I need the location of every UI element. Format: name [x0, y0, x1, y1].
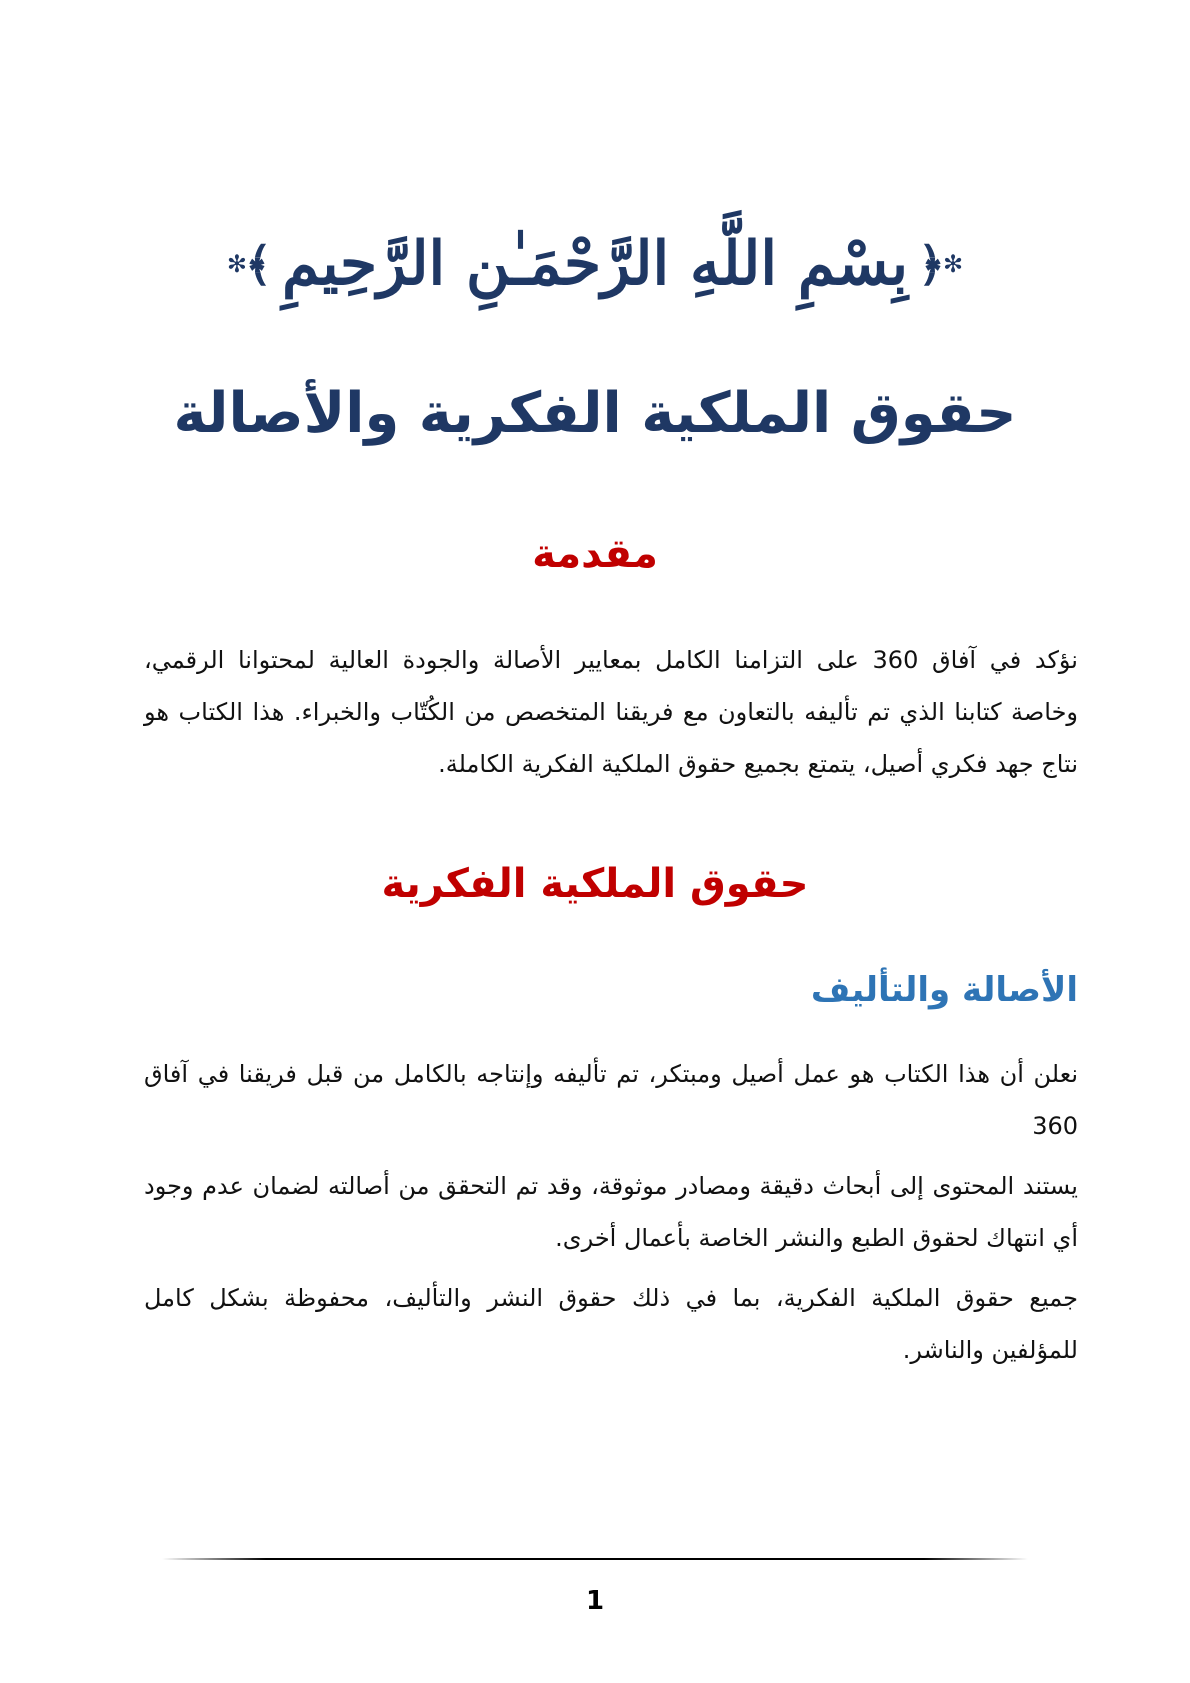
ip-paragraph-3: جميع حقوق الملكية الفكرية، بما في ذلك حقوق النشر والتأليف، محفوظة بشكل كامل للمؤلفين والناشر. [144, 1284, 1078, 1364]
ip-paragraph-1: نعلن أن هذا الكتاب هو عمل أصيل ومبتكر، تم تأليفه وإنتاجه بالكامل من قبل فريقنا في آفاق 360 [144, 1060, 1078, 1140]
basmala: بِسْمِ اللَّهِ الرَّحْمَـٰنِ الرَّحِيمِ [281, 229, 909, 299]
page-number: 1 [585, 1586, 605, 1616]
ornament-bracket-right-icon: ✻ ﴿ [918, 237, 964, 291]
ip-paragraph-2: يستند المحتوى إلى أبحاث دقيقة ومصادر موثوقة، وقد تم التحقق من أصالته لضمان عدم وجود أي انتهاك لحقوق الطبع والنشر الخاصة بأعمال أخرى. [144, 1172, 1078, 1252]
intro-paragraph: نؤكد في آفاق 360 على التزامنا الكامل بمعايير الأصالة والجودة العالية لمحتوانا الرقمي، وخاصة كتابنا الذي تم تأليفه بالتعاون مع فريقنا المتخصص من الكُتّاب والخبراء. هذا الكتاب هو نتاج جهد فكري أصيل، يتمتع بجميع حقوق الملكية الفكرية الكاملة. [144, 646, 1078, 778]
ornament-bracket-left-icon: ﴾ ✻ [226, 237, 272, 291]
page-title: حقوق الملكية الفكرية والأصالة [173, 381, 1017, 446]
ip-heading: حقوق الملكية الفكرية [381, 861, 809, 907]
originality-subheading: الأصالة والتأليف [810, 970, 1078, 1010]
intro-heading: مقدمة [532, 531, 658, 577]
footer-divider [162, 1558, 1028, 1560]
basmala-row [0, 228, 1190, 300]
